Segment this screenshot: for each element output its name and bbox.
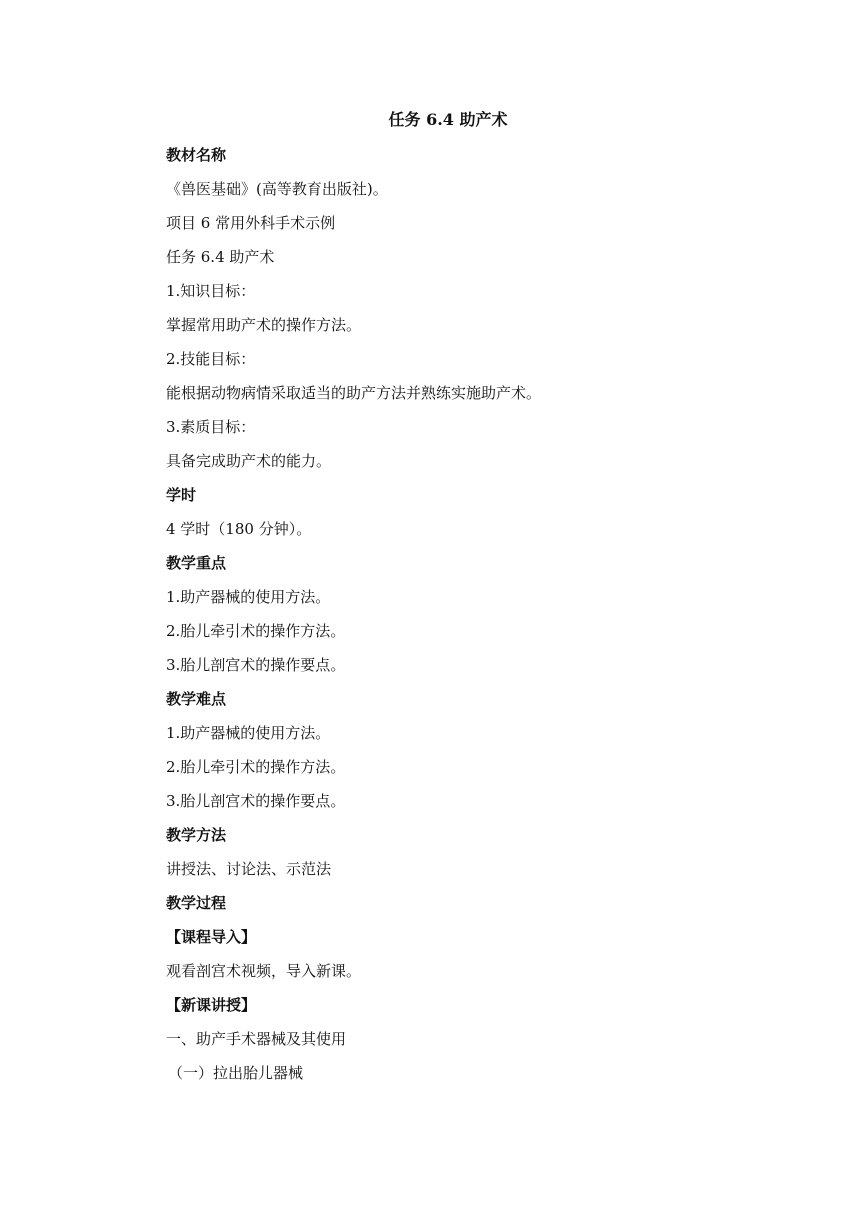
heading-new-lesson: 【新课讲授】 <box>166 996 257 1014</box>
paragraph-line: 观看剖宫术视频，导入新课。 <box>166 962 362 980</box>
paragraph-line: （一）拉出胎儿器械 <box>168 1064 304 1082</box>
heading-key-points: 教学重点 <box>166 554 227 572</box>
paragraph-line: 3.素质目标： <box>166 418 256 436</box>
paragraph-line: 4 学时（180 分钟）。 <box>166 520 312 538</box>
paragraph-line: 项目 6 常用外科手术示例 <box>166 214 336 232</box>
document-body <box>166 143 766 1095</box>
heading-teaching-process: 教学过程 <box>166 894 227 912</box>
list-item: 3.胎儿剖宫术的操作要点。 <box>166 792 346 810</box>
paragraph-line: 任务 6.4 助产术 <box>166 248 275 266</box>
heading-textbook: 教材名称 <box>166 146 227 164</box>
paragraph-line: 一、助产手术器械及其使用 <box>166 1030 347 1048</box>
list-item: 2.胎儿牵引术的操作方法。 <box>166 622 346 640</box>
paragraph-line: 《兽医基础》(高等教育出版社)。 <box>166 180 388 198</box>
paragraph-line: 具备完成助产术的能力。 <box>166 452 332 470</box>
list-item: 1.助产器械的使用方法。 <box>166 588 331 606</box>
heading-course-intro: 【课程导入】 <box>166 928 257 946</box>
heading-class-hours: 学时 <box>166 486 197 504</box>
paragraph-line: 能根据动物病情采取适当的助产方法并熟练实施助产术。 <box>166 384 542 402</box>
paragraph-line: 2.技能目标： <box>166 350 256 368</box>
paragraph-line: 1.知识目标： <box>166 282 256 300</box>
paragraph-line: 掌握常用助产术的操作方法。 <box>166 316 362 334</box>
list-item: 1.助产器械的使用方法。 <box>166 724 331 742</box>
paragraph-line: 讲授法、讨论法、示范法 <box>166 860 332 878</box>
list-item: 2.胎儿牵引术的操作方法。 <box>166 758 346 776</box>
heading-teaching-methods: 教学方法 <box>166 826 227 844</box>
list-item: 3.胎儿剖宫术的操作要点。 <box>166 656 346 674</box>
document-title: 任务 6.4 助产术 <box>388 110 508 129</box>
heading-difficulties: 教学难点 <box>166 690 227 708</box>
